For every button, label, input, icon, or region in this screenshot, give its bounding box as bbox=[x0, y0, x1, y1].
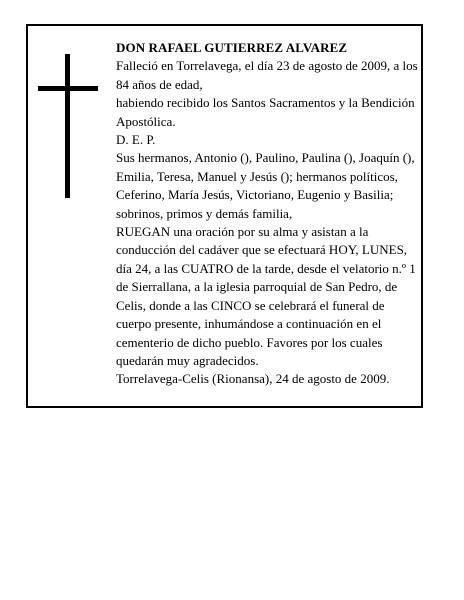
deceased-name: DON RAFAEL GUTIERREZ ALVAREZ bbox=[116, 40, 348, 55]
family-list: Sus hermanos, Antonio (), Paulino, Paulina (), Joaquín (), Emilia, Teresa, Manuel y Jesús (); hermanos políticos, Ceferino, María Jesús, Victoriano, Eugenio y Basilia; sobrinos, primos y demás familia, bbox=[116, 150, 415, 221]
cross-icon bbox=[38, 54, 100, 198]
sacraments-statement: habiendo recibido los Santos Sacramentos y la Bendición Apostólica. bbox=[116, 95, 415, 129]
rip-abbreviation: D. E. P. bbox=[116, 132, 156, 148]
funeral-details: RUEGAN una oración por su alma y asistan a la conducción del cadáver que se efectuará HOY, LUNES, día 24, a las CUATRO de la tarde, desde el velatorio n.º 1 de Sierrallana, a la iglesia parroquial de San Pedro, de Celis, donde a las CINCO se celebrará el funeral de cuerpo presente, inhumándose a continuación en el cementerio de dicho pueblo. Favores por los cuales quedarán muy agradecidos. bbox=[116, 224, 416, 368]
death-statement: Falleció en Torrelavega, el día 23 de agosto de 2009, a los 84 años de edad, bbox=[116, 58, 418, 92]
cross-vertical-bar bbox=[65, 54, 70, 198]
place-and-date: Torrelavega-Celis (Rionansa), 24 de agosto de 2009. bbox=[116, 371, 390, 387]
obituary-text bbox=[116, 39, 422, 389]
cross-horizontal-bar bbox=[38, 86, 98, 91]
obituary-notice bbox=[26, 24, 423, 408]
